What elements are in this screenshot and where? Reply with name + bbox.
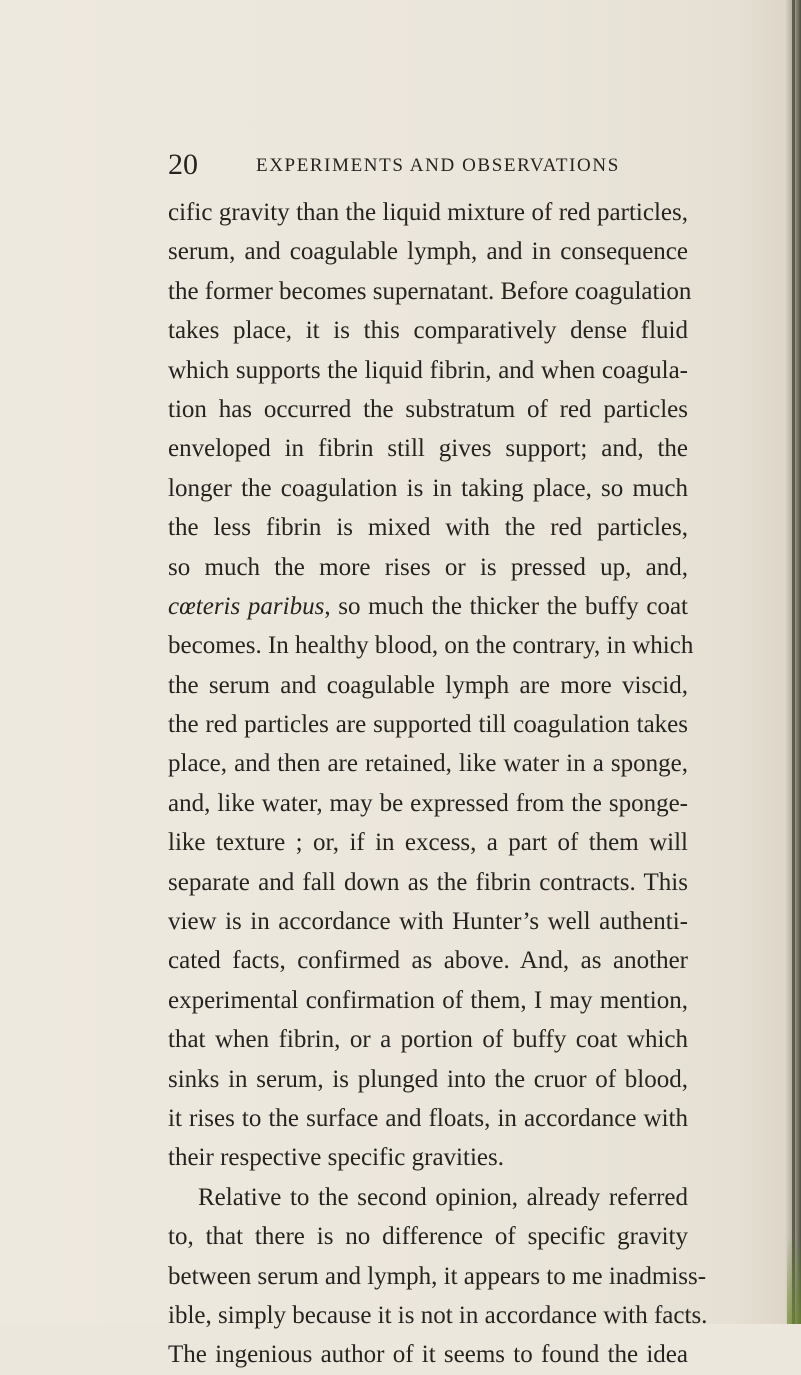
text-line: the less fibrin is mixed with the red particles, [168,514,688,542]
text-line: The ingenious author of it seems to found the idea [168,1341,688,1369]
text-line-rest: , so much the thicker the buffy coat [324,592,688,620]
running-head [168,148,688,182]
text-line: that when fibrin, or a portion of buffy coat which [168,1026,688,1054]
text-line: the red particles are supported till coagulation takes [168,711,688,739]
text-line: like texture ; or, if in excess, a part of them will [168,829,688,857]
text-line-paragraph-start: Relative to the second opinion, already referred [198,1183,688,1211]
text-line: becomes. In healthy blood, on the contrary, in which [168,632,694,660]
text-line: it rises to the surface and floats, in accordance with [168,1104,688,1132]
text-line: tion has occurred the substratum of red particles [168,395,688,423]
body-text [168,193,708,1375]
text-line: serum, and coagulable lymph, and in consequence [168,238,688,266]
text-line: so much the more rises or is pressed up, and, [168,553,688,581]
text-line: cific gravity than the liquid mixture of red particles, [168,199,688,226]
text-line: longer the coagulation is in taking place, so much [168,474,688,502]
text-line: view is in accordance with Hunter’s well authenti- [168,908,688,936]
text-line: the former becomes supernatant. Before coagulation [168,277,692,305]
text-line: separate and fall down as the fibrin contracts. This [168,868,688,896]
text-line-paragraph-end: their respective specific gravities. [168,1144,504,1172]
text-line: the serum and coagulable lymph are more viscid, [168,671,688,699]
text-line: cated facts, confirmed as above. And, as another [168,947,688,975]
text-line: to, that there is no difference of specific gravity [168,1223,688,1251]
text-line: between serum and lymph, it appears to me inadmiss- [168,1262,707,1290]
text-line: and, like water, may be expressed from the sponge- [168,789,688,817]
text-line: enveloped in fibrin still gives support; and, the [168,435,688,463]
text-line: which supports the liquid fibrin, and when coagula- [168,356,688,384]
italic-phrase: cœteris paribus [168,592,325,620]
page-number: 20 [168,148,198,181]
running-title: EXPERIMENTS AND OBSERVATIONS [256,155,620,176]
text-line: place, and then are retained, like water in a sponge, [168,750,688,778]
page-edge-line [792,0,795,1324]
text-line: experimental confirmation of them, I may mention, [168,986,688,1014]
page-edge-stain [787,1234,801,1324]
text-line: sinks in serum, is plunged into the cruor of blood, [168,1065,688,1093]
text-line: ible, simply because it is not in accordance with facts. [168,1301,708,1329]
text-line: takes place, it is this comparatively dense fluid [168,317,688,345]
text-line-italic-phrase [168,587,688,626]
